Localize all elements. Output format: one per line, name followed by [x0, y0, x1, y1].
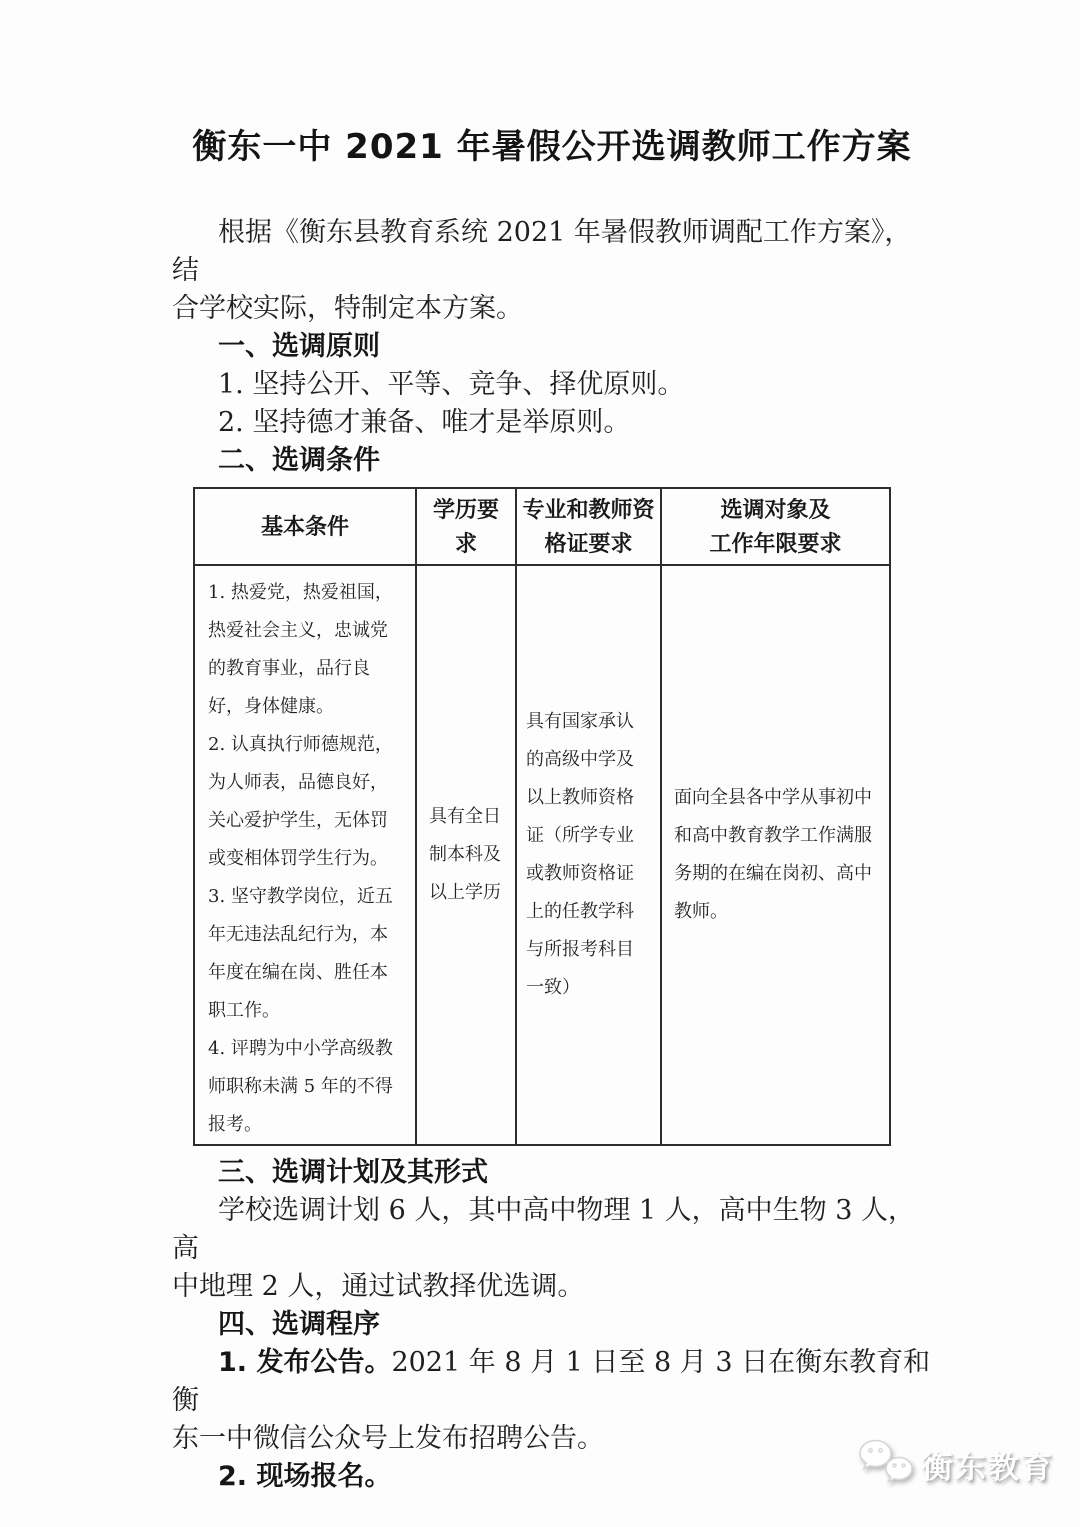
table-body-row [194, 565, 890, 1145]
wechat-icon [858, 1438, 914, 1490]
table-header-certificate-requirement [516, 488, 661, 565]
announcement-dates: 2021 年 8 月 1 日至 8 月 3 日在衡东教育和衡 [172, 1347, 931, 1416]
header-line: 求 [454, 530, 477, 557]
announcement-label: 1. 发布公告。 [218, 1347, 392, 1378]
table-cell-basic-conditions [194, 565, 416, 1145]
section4-item-1-line-1 [172, 1344, 932, 1420]
basic-condition-item: 1. 热爱党，热爱祖国，热爱社会主义，忠诚党的教育事业，品行良好，身体健康。 [208, 582, 393, 717]
table-header-education-requirement [416, 488, 516, 565]
header-line: 学历要 [432, 496, 499, 523]
section3-heading: 三、选调计划及其形式 [218, 1157, 488, 1188]
basic-condition-item: 4. 评聘为中小学高级教师职称未满 5 年的不得报考。 [208, 1038, 393, 1135]
section1-heading: 一、选调原则 [218, 331, 380, 362]
header-line: 专业和教师资 [522, 496, 655, 523]
table-header-target-and-seniority [661, 488, 890, 565]
table-cell-education-requirement [416, 565, 516, 1145]
wechat-watermark [858, 1438, 1054, 1490]
header-line: 格证要求 [544, 530, 633, 557]
table-header-basic-conditions [194, 488, 416, 565]
education-requirement-text: 具有全日制本科及以上学历 [429, 806, 501, 903]
header-line: 基本条件 [260, 513, 349, 540]
section2-heading: 二、选调条件 [218, 445, 380, 476]
certificate-requirement-text: 具有国家承认的高级中学及以上教师资格证（所学专业或教师资格证上的任教学科与所报考科目一致） [526, 711, 634, 998]
header-line: 工作年限要求 [709, 530, 842, 557]
section4-item-2: 2. 现场报名。 [218, 1461, 392, 1492]
section4-item-1-line-2: 东一中微信公众号上发布招聘公告。 [172, 1423, 604, 1454]
table-header-row [194, 488, 890, 565]
intro-line-2: 合学校实际，特制定本方案。 [172, 293, 523, 324]
basic-condition-item: 2. 认真执行师德规范，为人师表，品德良好，关心爱护学生，无体罚或变相体罚学生行为。 [208, 734, 393, 869]
header-line: 选调对象及 [720, 496, 831, 523]
section1-item-2: 2. 坚持德才兼备、唯才是举原则。 [218, 407, 631, 438]
section3-line-2: 中地理 2 人，通过试教择优选调。 [172, 1271, 585, 1302]
intro-line-1: 根据《衡东县教育系统 2021 年暑假教师调配工作方案》，结 [172, 217, 912, 286]
section1-item-1: 1. 坚持公开、平等、竞争、择优原则。 [218, 369, 685, 400]
section3-line-1: 学校选调计划 6 人，其中高中物理 1 人，高中生物 3 人，高 [172, 1195, 916, 1264]
section4-heading: 四、选调程序 [218, 1309, 380, 1340]
conditions-table [193, 487, 891, 1146]
target-and-seniority-text: 面向全县各中学从事初中和高中教育教学工作满服务期的在编在岗初、高中教师。 [674, 787, 872, 922]
table-cell-certificate-requirement [516, 565, 661, 1145]
watermark-text: 衡东教育 [922, 1449, 1054, 1486]
table-cell-target-and-seniority [661, 565, 890, 1145]
basic-condition-item: 3. 坚守教学岗位，近五年无违法乱纪行为，本年度在编在岗、胜任本职工作。 [208, 886, 393, 1021]
document-content [172, 0, 932, 1496]
document-title: 衡东一中 2021 年暑假公开选调教师工作方案 [192, 127, 912, 167]
